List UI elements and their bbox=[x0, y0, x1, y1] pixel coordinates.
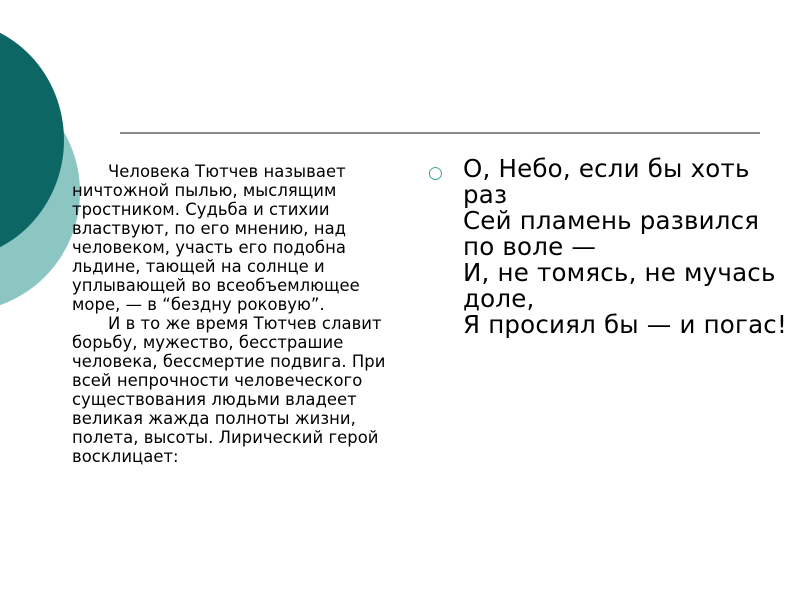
title-divider bbox=[120, 132, 760, 134]
poem-block bbox=[463, 156, 788, 338]
poem-line-3: И, не томясь, не мучась доле, bbox=[463, 258, 776, 313]
left-text-block bbox=[72, 162, 444, 466]
poem-line-2: Сей пламень развился по воле — bbox=[463, 206, 760, 261]
paragraph-2: И в то же время Тютчев славит борьбу, мужество, бесстрашие человека, бессмертие подвига. При всей непрочности человеческого существования людьми владеет великая жажда полноты жизни, полета, высоты. Лирический герой восклицает: bbox=[72, 314, 386, 466]
paragraph-1: Человека Тютчев называет ничтожной пылью, мыслящим тростником. Судьба и стихии властвуют, по его мнению, над человеком, участь его подобна льдине, тающей на солнце и уплывающей во всеобъемлющее море, — в “бездну роковую”. bbox=[72, 162, 360, 314]
poem-line-4: Я просиял бы — и погас! bbox=[463, 310, 787, 339]
poem-line-1: О, Небо, если бы хоть раз bbox=[463, 154, 750, 209]
hollow-circle-bullet-icon: ○ bbox=[428, 163, 443, 183]
